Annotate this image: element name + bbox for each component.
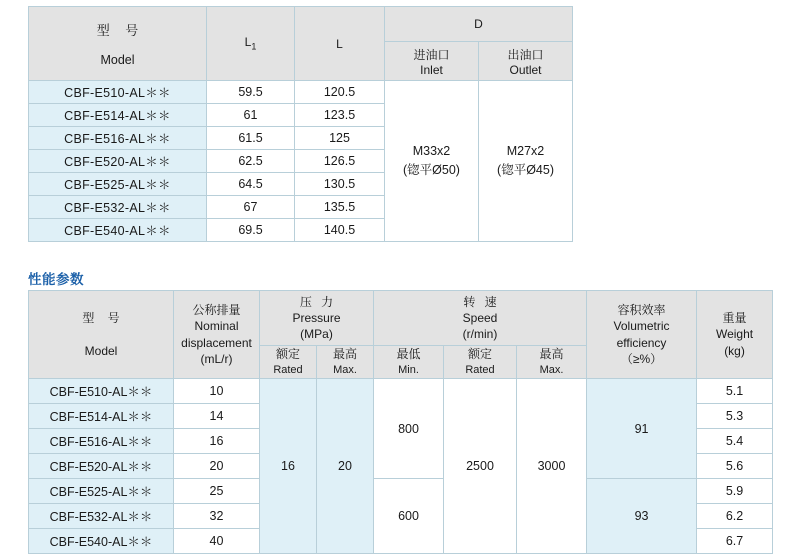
- table-row: [29, 379, 773, 404]
- header-pressure-cn: 压 力: [299, 294, 337, 309]
- header-volumetric-efficiency: [587, 291, 697, 379]
- cell-volumetric-group2: 93: [587, 479, 697, 554]
- header-weight-unit: (kg): [724, 343, 745, 358]
- header-weight: [697, 291, 773, 379]
- cell-displacement: 10: [174, 379, 260, 404]
- header-volumetric-cn: 容积效率: [617, 303, 666, 318]
- header-speed-unit: (r/min): [462, 327, 498, 342]
- cell-l: 130.5: [295, 173, 385, 196]
- cell-weight: 5.9: [697, 479, 773, 504]
- table-header-row: [29, 291, 773, 346]
- header-displacement-en2: displacement: [181, 335, 252, 350]
- cell-displacement: 14: [174, 404, 260, 429]
- header-pressure-rated: [260, 346, 317, 379]
- header-speed-rated-cn: 额定: [467, 347, 492, 362]
- header-speed-rated-en: Rated: [465, 363, 495, 376]
- cell-model: CBF-E520-AL＊＊: [29, 454, 174, 479]
- header-speed-min: [374, 346, 444, 379]
- header-l1-subscript: 1: [251, 41, 257, 52]
- header-model-cn: 型 号: [82, 311, 125, 326]
- cell-weight: 5.1: [697, 379, 773, 404]
- header-pressure-rated-en: Rated: [273, 363, 303, 376]
- cell-weight: 5.4: [697, 429, 773, 454]
- cell-pressure-max: 20: [317, 379, 374, 554]
- performance-section-heading: 性能参数: [28, 272, 84, 287]
- cell-model: CBF-E510-AL＊＊: [29, 81, 207, 104]
- header-inlet: [385, 42, 479, 81]
- header-l1: [207, 7, 295, 81]
- cell-weight: 6.2: [697, 504, 773, 529]
- cell-weight: 6.7: [697, 529, 773, 554]
- cell-pressure-rated: 16: [260, 379, 317, 554]
- cell-inlet-thread: [385, 81, 479, 242]
- header-speed-min-cn: 最低: [396, 347, 421, 362]
- header-speed-cn: 转 速: [463, 294, 500, 309]
- header-outlet: [479, 42, 573, 81]
- cell-l1: 64.5: [207, 173, 295, 196]
- cell-model: CBF-E525-AL＊＊: [29, 173, 207, 196]
- cell-outlet-thread-line2: (锪平Ø45): [497, 163, 554, 177]
- cell-l1: 61: [207, 104, 295, 127]
- cell-model: CBF-E532-AL＊＊: [29, 196, 207, 219]
- header-model-en: Model: [84, 343, 118, 358]
- cell-displacement: 16: [174, 429, 260, 454]
- header-pressure: [260, 291, 374, 346]
- cell-l1: 62.5: [207, 150, 295, 173]
- header-weight-en: Weight: [715, 327, 754, 342]
- table-row: [29, 81, 573, 104]
- cell-model: CBF-E516-AL＊＊: [29, 127, 207, 150]
- cell-model: CBF-E514-AL＊＊: [29, 104, 207, 127]
- cell-speed-min-group1: 800: [374, 379, 444, 479]
- header-l1-label: L: [244, 35, 252, 50]
- cell-displacement: 32: [174, 504, 260, 529]
- cell-weight: 5.6: [697, 454, 773, 479]
- header-outlet-cn: 出油口: [507, 47, 544, 62]
- header-pressure-max: [317, 346, 374, 379]
- header-displacement-cn: 公称排量: [192, 303, 241, 318]
- cell-l: 140.5: [295, 219, 385, 242]
- header-pressure-rated-cn: 额定: [275, 347, 300, 362]
- cell-speed-rated: 2500: [444, 379, 517, 554]
- cell-l: 120.5: [295, 81, 385, 104]
- header-l: L: [295, 7, 385, 81]
- header-inlet-cn: 进油口: [413, 47, 450, 62]
- header-weight-cn: 重量: [722, 311, 747, 326]
- header-pressure-max-cn: 最高: [332, 347, 357, 362]
- cell-l: 125: [295, 127, 385, 150]
- cell-l1: 61.5: [207, 127, 295, 150]
- cell-l1: 69.5: [207, 219, 295, 242]
- cell-displacement: 25: [174, 479, 260, 504]
- cell-model: CBF-E516-AL＊＊: [29, 429, 174, 454]
- cell-weight: 5.3: [697, 404, 773, 429]
- cell-model: CBF-E514-AL＊＊: [29, 404, 174, 429]
- cell-speed-min-group2: 600: [374, 479, 444, 554]
- cell-inlet-thread-line1: M33x2: [412, 144, 451, 159]
- cell-model: CBF-E532-AL＊＊: [29, 504, 174, 529]
- header-displacement-en: Nominal: [194, 319, 239, 334]
- header-model-cn: 型 号: [96, 23, 145, 38]
- header-volumetric-en2: efficiency: [616, 335, 667, 350]
- table-header-row: [29, 7, 573, 42]
- table-row: [29, 479, 773, 504]
- header-d: D: [385, 7, 573, 42]
- cell-model: CBF-E525-AL＊＊: [29, 479, 174, 504]
- header-model: [29, 291, 174, 379]
- header-pressure-unit: (MPa): [300, 327, 333, 342]
- header-pressure-en: Pressure: [292, 310, 341, 325]
- cell-l: 126.5: [295, 150, 385, 173]
- cell-inlet-thread-line2: (锪平Ø50): [403, 163, 460, 177]
- header-outlet-en: Outlet: [509, 62, 542, 77]
- cell-model: CBF-E510-AL＊＊: [29, 379, 174, 404]
- cell-l1: 59.5: [207, 81, 295, 104]
- performance-table: [28, 290, 773, 554]
- cell-volumetric-group1: 91: [587, 379, 697, 479]
- cell-l: 135.5: [295, 196, 385, 219]
- header-speed-en: Speed: [462, 310, 498, 325]
- cell-model: CBF-E520-AL＊＊: [29, 150, 207, 173]
- cell-displacement: 20: [174, 454, 260, 479]
- header-speed-min-en: Min.: [398, 363, 419, 376]
- cell-displacement: 40: [174, 529, 260, 554]
- cell-model: CBF-E540-AL＊＊: [29, 219, 207, 242]
- header-pressure-max-en: Max.: [333, 363, 357, 376]
- cell-l1: 67: [207, 196, 295, 219]
- dimensions-table: [28, 6, 573, 242]
- cell-model: CBF-E540-AL＊＊: [29, 529, 174, 554]
- header-inlet-en: Inlet: [420, 62, 443, 77]
- header-displacement: [174, 291, 260, 379]
- header-model: [29, 7, 207, 81]
- header-model-en: Model: [100, 53, 135, 67]
- cell-l: 123.5: [295, 104, 385, 127]
- header-speed-max-cn: 最高: [539, 347, 564, 362]
- header-speed-rated: [444, 346, 517, 379]
- header-volumetric-unit: （≥%）: [620, 351, 663, 366]
- header-volumetric-en: Volumetric: [613, 319, 670, 334]
- cell-outlet-thread: [479, 81, 573, 242]
- header-speed-max-en: Max.: [539, 363, 564, 376]
- cell-speed-max: 3000: [517, 379, 587, 554]
- cell-outlet-thread-line1: M27x2: [506, 144, 545, 159]
- header-speed: [374, 291, 587, 346]
- header-displacement-unit: (mL/r): [200, 351, 233, 366]
- header-speed-max: [517, 346, 587, 379]
